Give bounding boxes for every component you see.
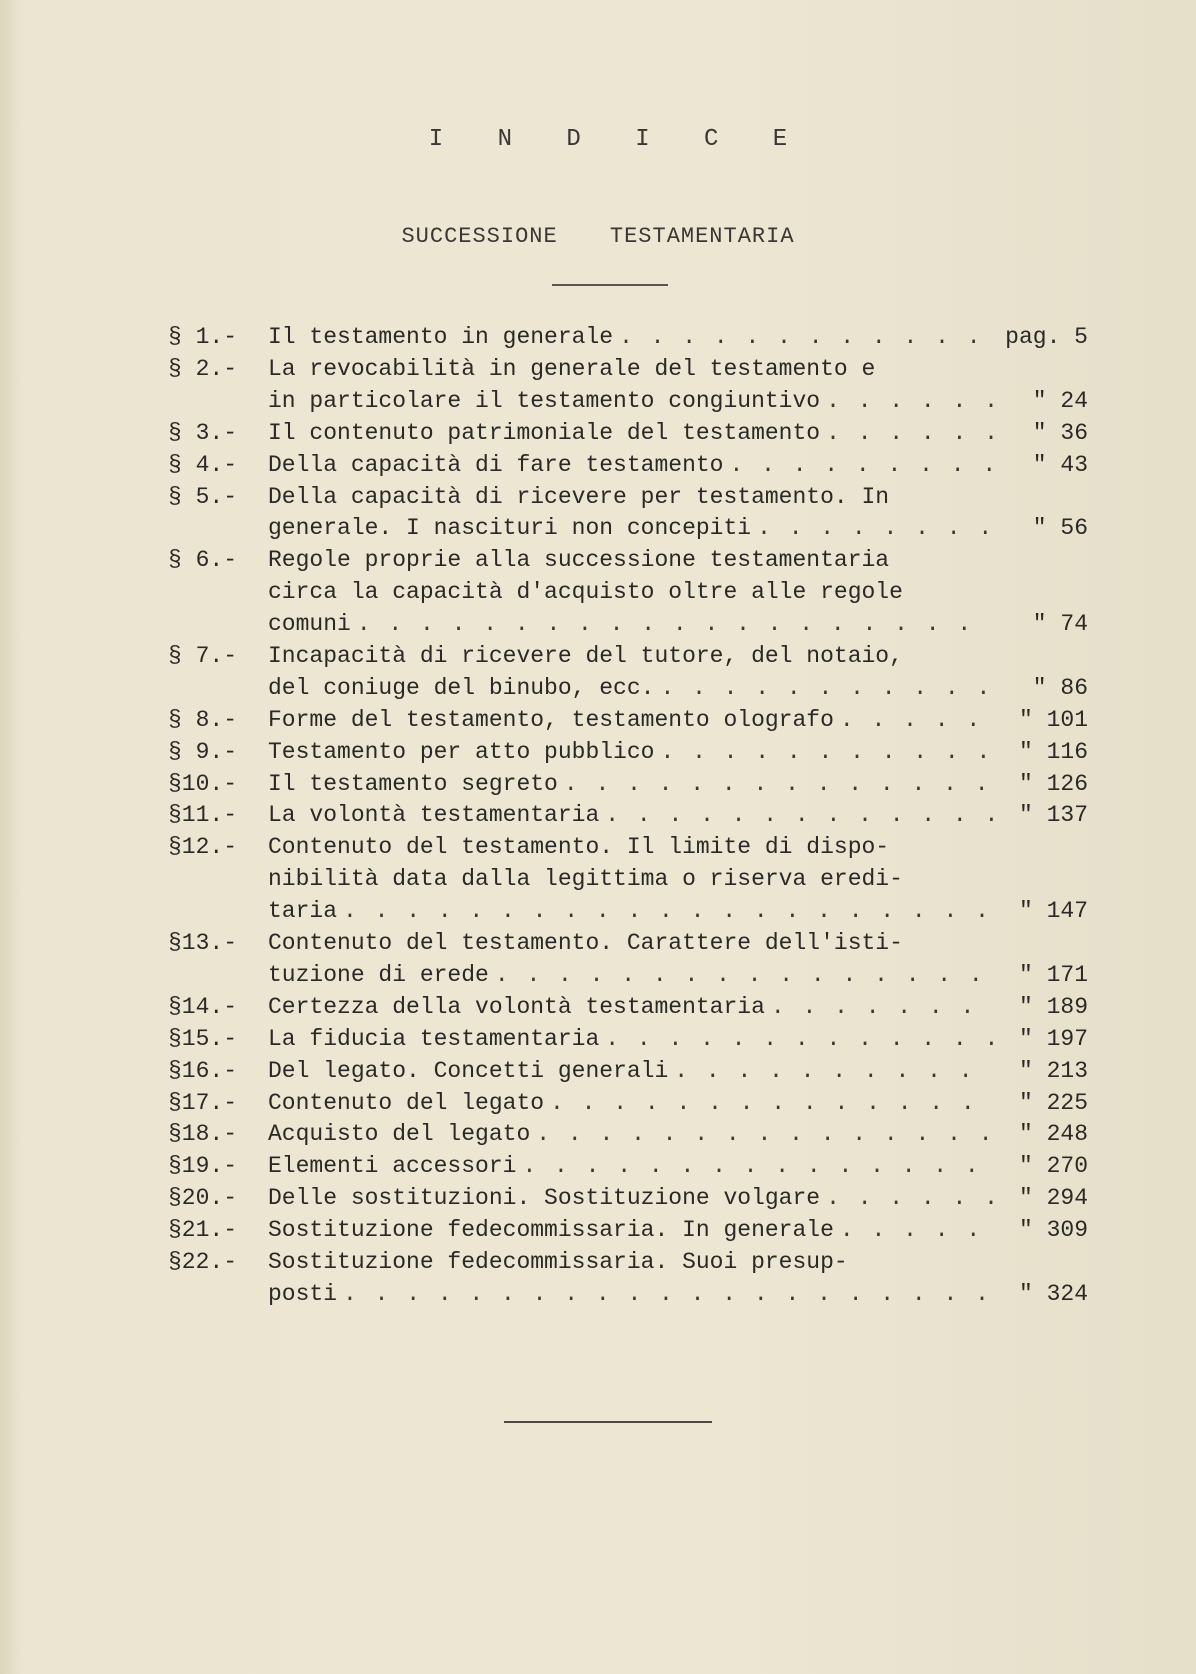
section-number: §18.- <box>168 1121 238 1148</box>
dot-leader <box>599 800 994 832</box>
entry-title-line: Della capacità di fare testamento <box>268 451 724 478</box>
toc-entry <box>168 1088 1088 1120</box>
entry-title-line: del coniuge del binubo, ecc. <box>268 674 655 701</box>
section-number: §22.- <box>168 1249 238 1276</box>
page-number: " 189 <box>1018 993 1088 1020</box>
dot-leader <box>489 960 994 992</box>
dot-leader <box>337 896 994 928</box>
dot-leader <box>544 1088 994 1120</box>
section-number: §14.- <box>168 993 238 1020</box>
toc-entry <box>168 482 1088 546</box>
section-number: § 9.- <box>168 738 238 765</box>
section-number: § 4.- <box>168 451 238 478</box>
dot-leader <box>765 992 994 1024</box>
page-number: pag. 5 <box>1005 324 1088 350</box>
dot-leader <box>337 1279 994 1311</box>
section-number: § 3.- <box>168 419 238 446</box>
dot-leader <box>820 418 994 450</box>
section-number: §10.- <box>168 770 238 797</box>
page-number: " 43 <box>1032 451 1088 478</box>
dot-leader <box>558 769 994 801</box>
page-number: " 248 <box>1018 1121 1088 1148</box>
entry-title-line: Incapacità di ricevere del tutore, del notaio, <box>268 642 903 669</box>
page-number: " 197 <box>1018 1025 1088 1052</box>
dot-leader <box>820 386 994 418</box>
page-number: " 225 <box>1018 1089 1088 1116</box>
entry-title-line: Elementi accessori <box>268 1153 517 1180</box>
section-number: § 6.- <box>168 547 238 574</box>
section-number: §12.- <box>168 834 238 861</box>
end-divider <box>504 1421 712 1423</box>
dot-leader <box>599 1024 994 1056</box>
toc-entry <box>168 1024 1088 1056</box>
toc-entry <box>168 1151 1088 1183</box>
toc-entry <box>168 737 1088 769</box>
toc-entry <box>168 832 1088 928</box>
section-number: §21.- <box>168 1217 238 1244</box>
page-number: " 101 <box>1018 706 1088 733</box>
toc-entry <box>168 1183 1088 1215</box>
entry-title-line: Contenuto del testamento. Il limite di dispo- <box>268 834 890 861</box>
entry-title-line: Sostituzione fedecommissaria. In generale <box>268 1217 834 1244</box>
section-number: §15.- <box>168 1025 238 1052</box>
section-number: §11.- <box>168 802 238 829</box>
index-subtitle: SUCCESSIONE TESTAMENTARIA <box>401 224 795 249</box>
entry-title-line: Acquisto del legato <box>268 1121 531 1148</box>
section-number: §13.- <box>168 930 238 957</box>
entry-title-line: Il contenuto patrimoniale del testamento <box>268 419 821 446</box>
page-number: " 36 <box>1032 419 1088 446</box>
page-number: " 309 <box>1018 1217 1088 1244</box>
toc-entry <box>168 1056 1088 1088</box>
dot-leader <box>654 737 994 769</box>
toc-entry <box>168 992 1088 1024</box>
page-number: " 116 <box>1018 738 1088 765</box>
entry-title-line: Contenuto del testamento. Carattere dell'isti- <box>268 930 903 957</box>
toc-entry <box>168 641 1088 705</box>
entry-title-line: Della capacità di ricevere per testamento. In <box>268 483 890 510</box>
dot-leader <box>834 705 994 737</box>
dot-leader <box>516 1151 994 1183</box>
entry-title-line: Il testamento in generale <box>268 324 614 350</box>
section-number: § 2.- <box>168 355 238 382</box>
section-number: §17.- <box>168 1089 238 1116</box>
toc-entry <box>168 354 1088 418</box>
entry-title-line: Certezza della volontà testamentaria <box>268 993 765 1020</box>
entry-title-line: Il testamento segreto <box>268 770 558 797</box>
title-divider <box>552 284 668 286</box>
section-number: §20.- <box>168 1185 238 1212</box>
page-number: " 147 <box>1018 898 1088 925</box>
dot-leader <box>530 1119 994 1151</box>
page-number: " 137 <box>1018 802 1088 829</box>
entry-title-line: La fiducia testamentaria <box>268 1025 600 1052</box>
section-number: § 1.- <box>168 324 238 350</box>
toc-entry <box>168 705 1088 737</box>
toc-entry <box>168 1119 1088 1151</box>
toc-entry <box>168 418 1088 450</box>
entry-title-line: generale. I nascituri non concepiti <box>268 515 752 542</box>
toc-entry <box>168 928 1088 992</box>
section-number: §19.- <box>168 1153 238 1180</box>
index-title: I N D I C E <box>428 126 808 153</box>
dot-leader <box>668 1056 994 1088</box>
dot-leader <box>820 1183 994 1215</box>
entry-title-line: La revocabilità in generale del testamento e <box>268 355 876 382</box>
dot-leader <box>351 609 994 641</box>
toc-entry <box>168 1215 1088 1247</box>
page-number: " 294 <box>1018 1185 1088 1212</box>
page-number: " 171 <box>1018 961 1088 988</box>
entry-title-line: Forme del testamento, testamento olografo <box>268 706 834 733</box>
toc-entry <box>168 769 1088 801</box>
entry-title-line: comuni <box>268 611 351 638</box>
entry-title-line: Contenuto del legato <box>268 1089 545 1116</box>
entry-title-line: Sostituzione fedecommissaria. Suoi presup- <box>268 1249 848 1276</box>
entry-title-line: nibilità data dalla legittima o riserva eredi- <box>268 866 903 893</box>
toc-entry <box>168 545 1088 641</box>
entry-title-line: posti <box>268 1280 338 1307</box>
dot-leader <box>654 673 994 705</box>
entry-title-line: in particolare il testamento congiuntivo <box>268 387 821 414</box>
toc-entry <box>168 1247 1088 1311</box>
entry-title-line: Testamento per atto pubblico <box>268 738 655 765</box>
toc-entry <box>168 322 1088 354</box>
dot-leader <box>834 1215 994 1247</box>
page-number: " 126 <box>1018 770 1088 797</box>
entry-title-line: taria <box>268 898 338 925</box>
page-number: " 74 <box>1032 611 1088 638</box>
section-number: § 5.- <box>168 483 238 510</box>
entry-title-line: La volontà testamentaria <box>268 802 600 829</box>
dot-leader <box>723 450 994 482</box>
dot-leader <box>751 513 994 545</box>
entry-title-line: Regole proprie alla successione testamentaria <box>268 547 890 574</box>
page-number: " 270 <box>1018 1153 1088 1180</box>
entry-title-line: Delle sostituzioni. Sostituzione volgare <box>268 1185 821 1212</box>
section-number: § 8.- <box>168 706 238 733</box>
table-of-contents <box>168 322 1088 1311</box>
toc-entry <box>168 450 1088 482</box>
toc-entry <box>168 800 1088 832</box>
dot-leader <box>613 322 994 354</box>
section-number: §16.- <box>168 1057 238 1084</box>
entry-title-line: Del legato. Concetti generali <box>268 1057 669 1084</box>
page-number: " 213 <box>1018 1057 1088 1084</box>
entry-title-line: tuzione di erede <box>268 961 489 988</box>
page-number: " 86 <box>1032 674 1088 701</box>
page-number: " 24 <box>1032 387 1088 414</box>
entry-title-line: circa la capacità d'acquisto oltre alle regole <box>268 579 903 606</box>
page-number: " 324 <box>1018 1280 1088 1307</box>
section-number: § 7.- <box>168 642 238 669</box>
page-number: " 56 <box>1032 515 1088 542</box>
